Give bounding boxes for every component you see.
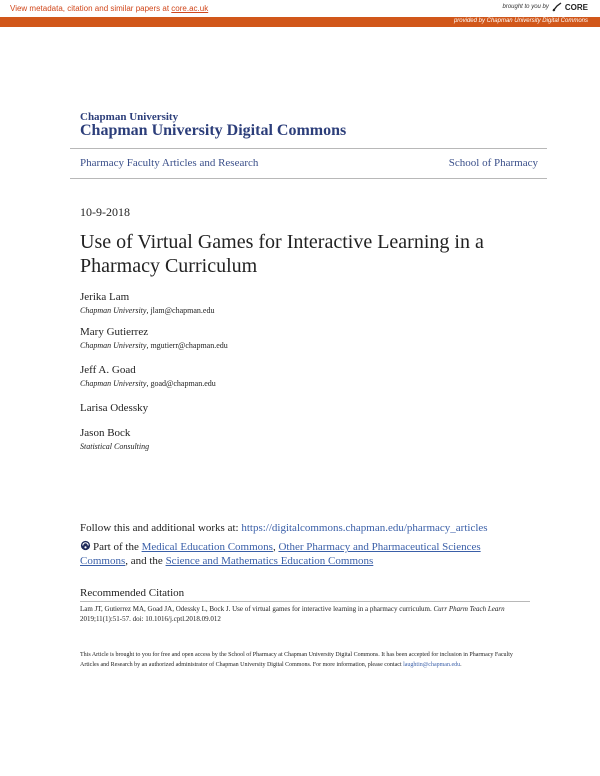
affiliation-institution: Chapman University: [80, 306, 147, 315]
citation-text: [80, 604, 520, 624]
affiliation-institution: Chapman University: [80, 341, 147, 350]
affiliation-email: , jlam@chapman.edu: [146, 306, 215, 315]
notice-text: This Article is brought to you for free and open access by the School of Pharmacy at Chapman University Digital Commons. It has been accepted for inclusion in Pharmacy Faculty Articles and Research by an authorized administrator of Chapman University Digital Commons. For more information, please contact: [80, 652, 513, 668]
part-of-commons: [80, 540, 500, 568]
citation-authors-title: Lam JT, Gutierrez MA, Goad JA, Odessky L, Bock J. Use of virtual games for interactive learning in a pharmacy curriculum.: [80, 605, 434, 613]
core-link-prefix: View metadata, citation and similar papers at: [10, 4, 172, 13]
pharmacy-sciences-commons-link[interactable]: Other Pharmacy and Pharmaceutical Sciences Commons: [80, 541, 481, 567]
citation-journal: Curr Pharm Teach Learn: [433, 605, 505, 613]
author-affiliation: [80, 306, 214, 315]
institution-name[interactable]: Chapman University: [80, 111, 179, 123]
author-name: Jeff A. Goad: [80, 364, 136, 376]
part-of-separator: , and the: [125, 555, 166, 567]
recommended-citation-heading: Recommended Citation: [80, 587, 185, 599]
citation-volume-doi: 2019;11(1):51-57. doi: 10.1016/j.cptl.2018.09.012: [80, 615, 221, 623]
author-affiliation: [80, 442, 149, 451]
author-affiliation: [80, 379, 216, 388]
author-name: Larisa Odessky: [80, 402, 149, 414]
core-brought-by: [503, 2, 589, 12]
affiliation-email: , goad@chapman.edu: [146, 379, 216, 388]
collection-link[interactable]: Pharmacy Faculty Articles and Research: [80, 157, 259, 169]
part-of-separator: ,: [272, 541, 279, 553]
contact-email-link[interactable]: laughtin@chapman.edu: [403, 662, 461, 668]
author-name: Jerika Lam: [80, 291, 130, 303]
core-provided-bar: [0, 17, 600, 27]
citation-divider: [80, 601, 530, 602]
notice-end: .: [460, 662, 462, 668]
follow-url-link[interactable]: https://digitalcommons.chapman.edu/pharmacy_articles: [241, 522, 488, 534]
core-provided-text: provided by Chapman University Digital Commons: [453, 18, 588, 24]
part-of-prefix: Part of the: [93, 541, 142, 553]
access-notice: [80, 650, 530, 670]
author-affiliation: [80, 341, 228, 350]
core-metadata-link[interactable]: [10, 4, 208, 13]
core-link-site[interactable]: core.ac.uk: [171, 4, 209, 13]
core-banner: [0, 0, 600, 17]
affiliation-institution: Statistical Consulting: [80, 442, 150, 451]
network-icon: [80, 540, 91, 551]
medical-education-commons-link[interactable]: Medical Education Commons: [141, 541, 273, 553]
core-logo-icon: [552, 2, 562, 12]
repository-name[interactable]: Chapman University Digital Commons: [80, 122, 347, 139]
core-brought-text: brought to you by: [502, 4, 549, 10]
author-name: Mary Gutierrez: [80, 326, 149, 338]
department-link[interactable]: School of Pharmacy: [448, 157, 538, 169]
follow-label: Follow this and additional works at:: [80, 522, 242, 534]
author-name: Jason Bock: [80, 427, 131, 439]
divider-bottom: [70, 178, 547, 179]
publication-date: 10-9-2018: [80, 205, 130, 219]
core-logo-text: CORE: [564, 2, 588, 12]
follow-line: [80, 522, 488, 534]
article-title: Use of Virtual Games for Interactive Learning in a Pharmacy Curriculum: [80, 231, 484, 277]
divider-top: [70, 148, 547, 149]
science-math-education-commons-link[interactable]: Science and Mathematics Education Commons: [165, 555, 374, 567]
affiliation-email: , mgutierr@chapman.edu: [146, 341, 228, 350]
affiliation-institution: Chapman University: [80, 379, 147, 388]
